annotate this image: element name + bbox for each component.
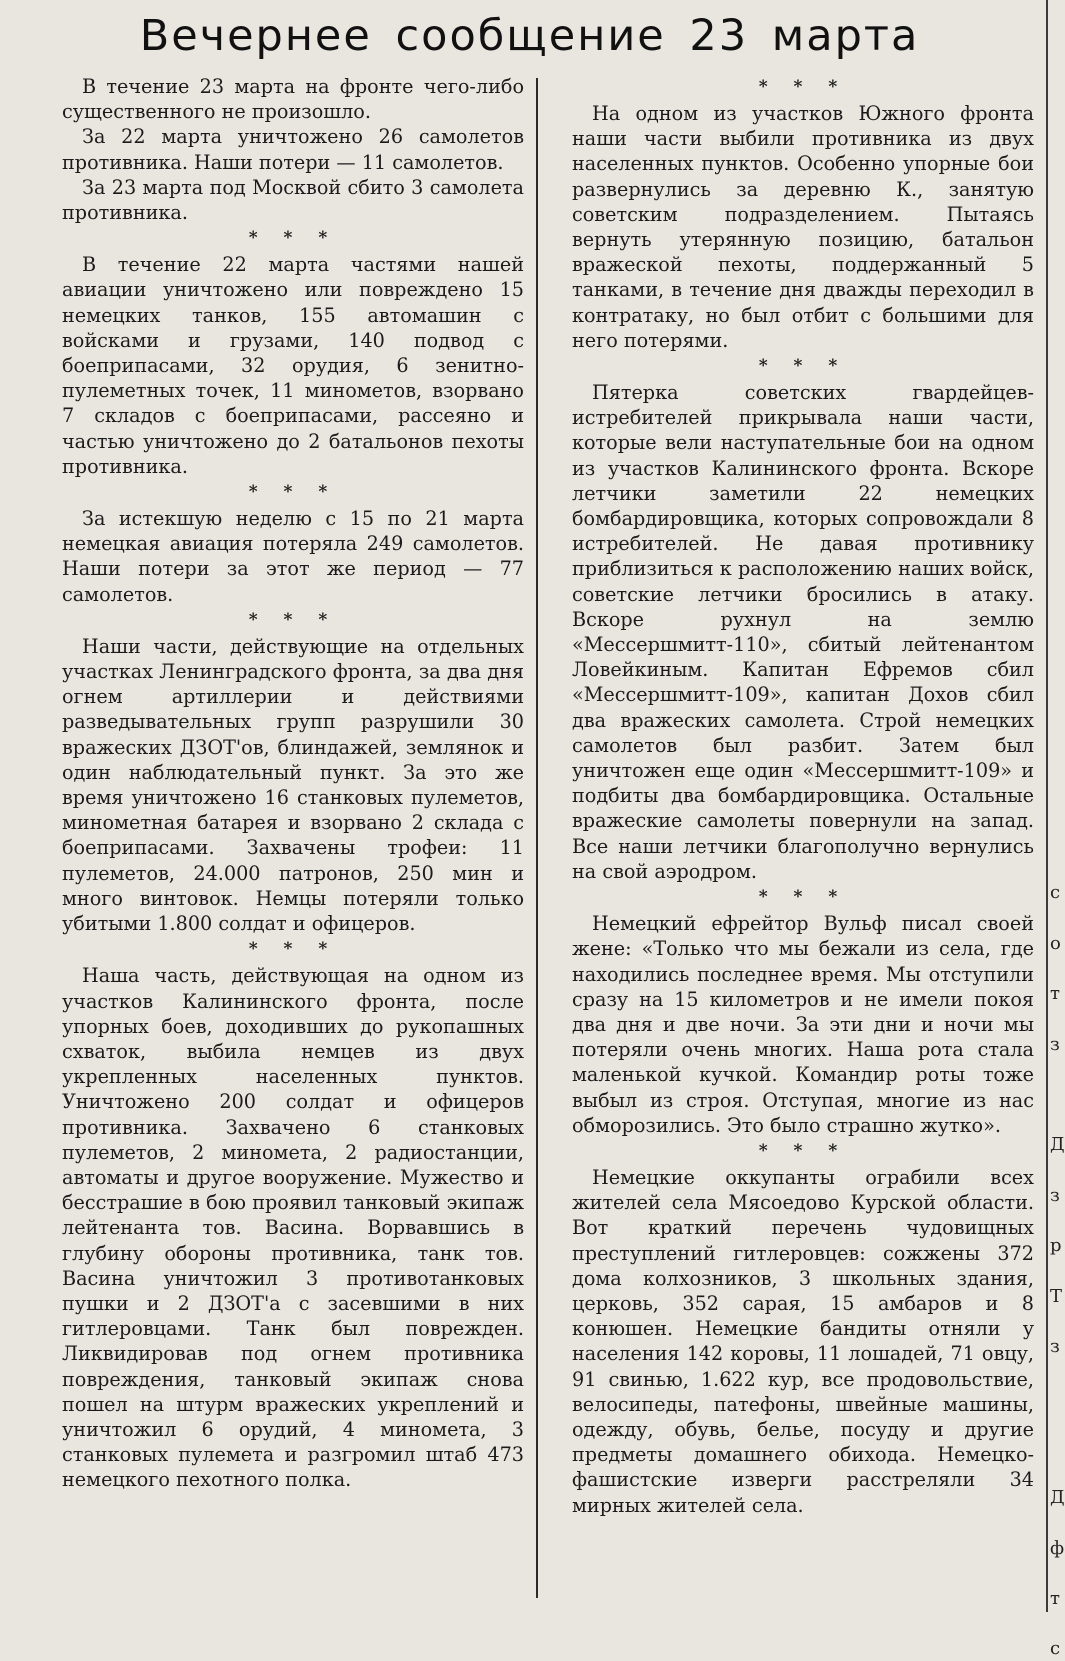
- news-paragraph: В течение 23 марта на фронте чего-либо существенного не произошло.: [62, 75, 524, 124]
- edge-letter-fragment: з: [1050, 1336, 1060, 1357]
- edge-letter-fragment: з: [1050, 1033, 1060, 1055]
- edge-letter-fragment: т: [1050, 1588, 1060, 1609]
- section-separator: * * *: [248, 609, 338, 630]
- news-paragraph: На одном из участков Южного фронта наши части выбили противника из двух населенных пунктов. Особенно упорные бои развернулись за деревню К., занятую советским подразделением. Пытаясь вернуть утерянную позицию, батальон вражеской пехоты, поддержанный 5 танками, в течение дня дважды переходил в контратаку, но был отбит с большими для него потерями.: [572, 102, 1034, 352]
- section-separator: * * *: [758, 1140, 848, 1161]
- news-paragraph: За истекшую неделю с 15 по 21 марта немецкая авиация потеряла 249 самолетов. Наши потери за этот же период — 77 самолетов.: [62, 507, 524, 606]
- edge-letter-fragment: с: [1050, 1638, 1061, 1660]
- news-paragraph: Наша часть, действующая на одном из участков Калининского фронта, после упорных боев, доходивших до рукопашных схваток, выбила немцев из двух укрепленных населенных пунктов. Уничтожено 200 солдат и офицеров противника. Захвачено 6 станковых пулеметов, 2 миномета, 2 радиостанции, автоматы и другое вооружение. Мужество и бесстрашие в бою проявил танковый экипаж лейтенанта тов. Васина. Ворвавшись в глубину обороны противника, танк тов. Васина уничтожил 3 противотанковых пушки и 2 ДЗОТ'а с засевшими в них гитлеровцами. Танк был поврежден. Ликвидировав под огнем противника повреждения, танковый экипаж снова пошел на штурм вражеских укреплений и уничтожил 6 орудий, 4 миномета, 3 станковых пулемета и разгромил штаб 473 немецкого пехотного полка.: [62, 964, 524, 1492]
- edge-letter-fragment: р: [1050, 1235, 1062, 1257]
- edge-letter-fragment: Д: [1050, 1134, 1065, 1156]
- column-divider: [536, 78, 538, 1598]
- edge-letter-fragment: ф: [1050, 1537, 1065, 1559]
- headline: Вечернее сообщение 23 марта: [139, 11, 920, 61]
- news-paragraph: Немецкий ефрейтор Вульф писал своей жене: «Только что мы бежали из села, где находились последнее время. Мы отступили сразу на 15 километров и не имели покоя два дня и две ночи. За эти дни и ночи мы потеряли очень многих. Наша рота стала маленькой кучкой. Командир роты тоже выбыл из строя. Отступая, многие из нас обморозились. Это было страшно жутко».: [572, 912, 1034, 1137]
- news-paragraph: Немецкие оккупанты ограбили всех жителей села Мясоедово Курской области. Вот краткий перечень чудовищных преступлений гитлеровцев: сожжены 372 дома колхозников, 3 школьных здания, церковь, 352 сарая, 15 амбаров и 8 конюшен. Немецкие бандиты отняли у населения 142 коровы, 11 лошадей, 71 овцу, 91 свинью, 1.622 кур, все продовольствие, велосипеды, патефоны, швейные машины, одежду, обувь, белье, посуду и другие предметы домашнего обихода. Немецко-фашистские изверги расстреляли 34 мирных жителей села.: [572, 1165, 1034, 1517]
- edge-letter-fragment: т: [1050, 983, 1060, 1005]
- section-separator: * * *: [248, 939, 338, 960]
- left-column: [62, 74, 524, 1493]
- page-edge-rule: [1046, 0, 1048, 1612]
- news-paragraph: Наши части, действующие на отдельных участках Ленинградского фронта, за два дня огнем артиллерии и действиями разведывательных групп разрушили 30 вражеских ДЗОТ'ов, блиндажей, землянок и один наблюдательный пункт. За это же время уничтожено 16 станковых пулеметов, минометная батарея и взорвано 2 склада с боеприпасами. Захвачены трофеи: 11 пулеметов, 24.000 патронов, 250 мин и много винтовок. Немцы потеряли только убитыми 1.800 солдат и офицеров.: [62, 634, 524, 936]
- edge-letter-fragment: Т: [1050, 1285, 1063, 1307]
- news-paragraph: За 23 марта под Москвой сбито 3 самолета противника.: [62, 175, 524, 225]
- section-separator: * * *: [758, 77, 848, 97]
- edge-letter-fragment: с: [1050, 882, 1061, 904]
- edge-letter-fragment: з: [1050, 1184, 1060, 1206]
- section-separator: * * *: [248, 482, 338, 503]
- section-separator: * * *: [758, 356, 848, 377]
- section-separator: * * *: [758, 887, 848, 908]
- news-paragraph: В течение 22 марта частями нашей авиации уничтожено или повреждено 15 немецких танков, 155 автомашин с войсками и грузами, 140 подвод с боеприпасами, 32 орудия, 6 зенитно-пулеметных точек, 11 минометов, взорвано 7 складов с боеприпасами, рассеяно и частью уничтожено до 2 батальонов пехоты противника.: [62, 253, 524, 478]
- edge-letter-fragment: Д: [1050, 1487, 1065, 1509]
- news-paragraph: Пятерка советских гвардейцев-истребителей прикрывала наши части, которые вели наступательные бои на одном из участков Калининского фронта. Вскоре летчики заметили 22 немецких бомбардировщика, которых сопровождали 8 истребителей. Не давая противнику приблизиться к расположению наших войск, советские летчики бросились в атаку. Вскоре рухнул на землю «Мессершмитт-110», сбитый лейтенантом Ловейкиным. Капитан Ефремов сбил «Мессершмитт-109», капитан Дохов сбил два вражеских самолета. Строй немецких самолетов был разбит. Затем был уничтожен еще один «Мессершмитт-109» и подбиты два бомбардировщика. Остальные вражеские самолеты повернули на запад. Все наши летчики благополучно вернулись на свой аэродром.: [572, 381, 1034, 883]
- right-column: [572, 74, 1034, 1518]
- news-paragraph: За 22 марта уничтожено 26 самолетов противника. Наши потери — 11 самолетов.: [62, 125, 524, 174]
- section-separator: * * *: [248, 228, 338, 249]
- edge-letter-fragment: о: [1050, 932, 1061, 954]
